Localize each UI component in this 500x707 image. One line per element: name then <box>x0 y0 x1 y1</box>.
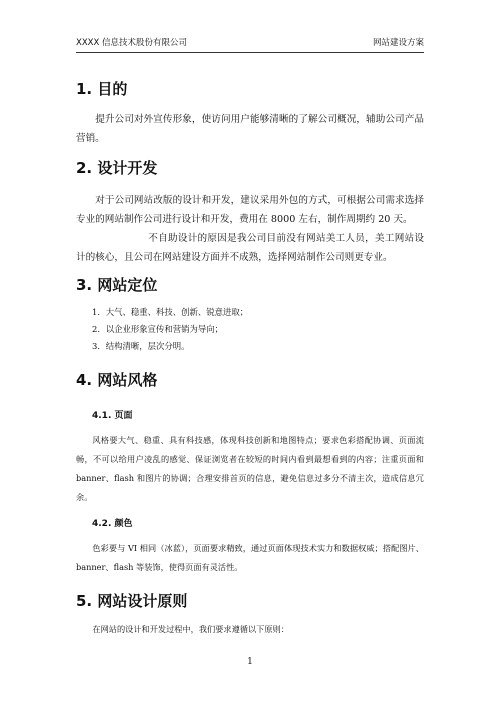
list-item: 3．结构清晰，层次分明。 <box>92 341 190 351</box>
section-1-paragraph: 提升公司对外宣传形象，使访问用户能够清晰的了解公司概况，辅助公司产品营销。 <box>76 114 424 144</box>
section-2-paragraph-2: 不自助设计的原因是我公司目前没有网站美工人员，美工网站设计的核心，且公司在网站建设方面并不成熟，选择网站制作公司则更专业。 <box>76 233 424 263</box>
section-5-paragraph: 在网站的设计和开发过程中，我们要求遵循以下原则： <box>92 624 289 634</box>
page-number: 1 <box>247 657 253 667</box>
section-4-1-heading: 4.1. 页面 <box>92 411 133 421</box>
section-4-2-paragraph: 色彩要与 VI 相同（冰蓝），页面要求精致，通过页面体现技术实力和数据权威；搭配图片、banner、flash 等装饰，使得页面有灵活性。 <box>76 543 424 572</box>
page-header <box>76 34 424 53</box>
section-4-heading: 4. 网站风格 <box>76 371 158 389</box>
section-3-heading: 3. 网站定位 <box>76 276 158 294</box>
list-item: 1．大气、稳重、科技、创新、锐意进取； <box>92 307 249 317</box>
section-5-heading: 5. 网站设计原则 <box>76 592 188 610</box>
header-company: XXXX 信息技术股份有限公司 <box>76 38 187 48</box>
section-1-heading: 1. 目的 <box>76 80 128 98</box>
list-item: 2．以企业形象宣传和营销为导向； <box>92 324 223 334</box>
section-3-list <box>92 304 422 355</box>
section-2-heading: 2. 设计开发 <box>76 159 158 177</box>
section-4-1-paragraph: 风格要大气、稳重、具有科技感，体现科技创新和地图特点；要求色彩搭配协调、页面流畅，不可以给用户凌乱的感觉、保证浏览者在较短的时间内看到最想看到的内容；注重页面和 banner、flash 和图片的协调；合理安排首页的信息，避免信息过多分不清主次，造成信息冗余。 <box>76 435 424 502</box>
section-2-paragraph-1: 对于公司网站改版的设计和开发，建议采用外包的方式，可根据公司需求选择专业的网站制作公司进行设计和开发，费用在 8000 左右，制作周期约 20 天。 <box>76 195 424 225</box>
header-doc-title: 网站建设方案 <box>372 38 424 48</box>
section-4-2-heading: 4.2. 颜色 <box>92 519 133 529</box>
